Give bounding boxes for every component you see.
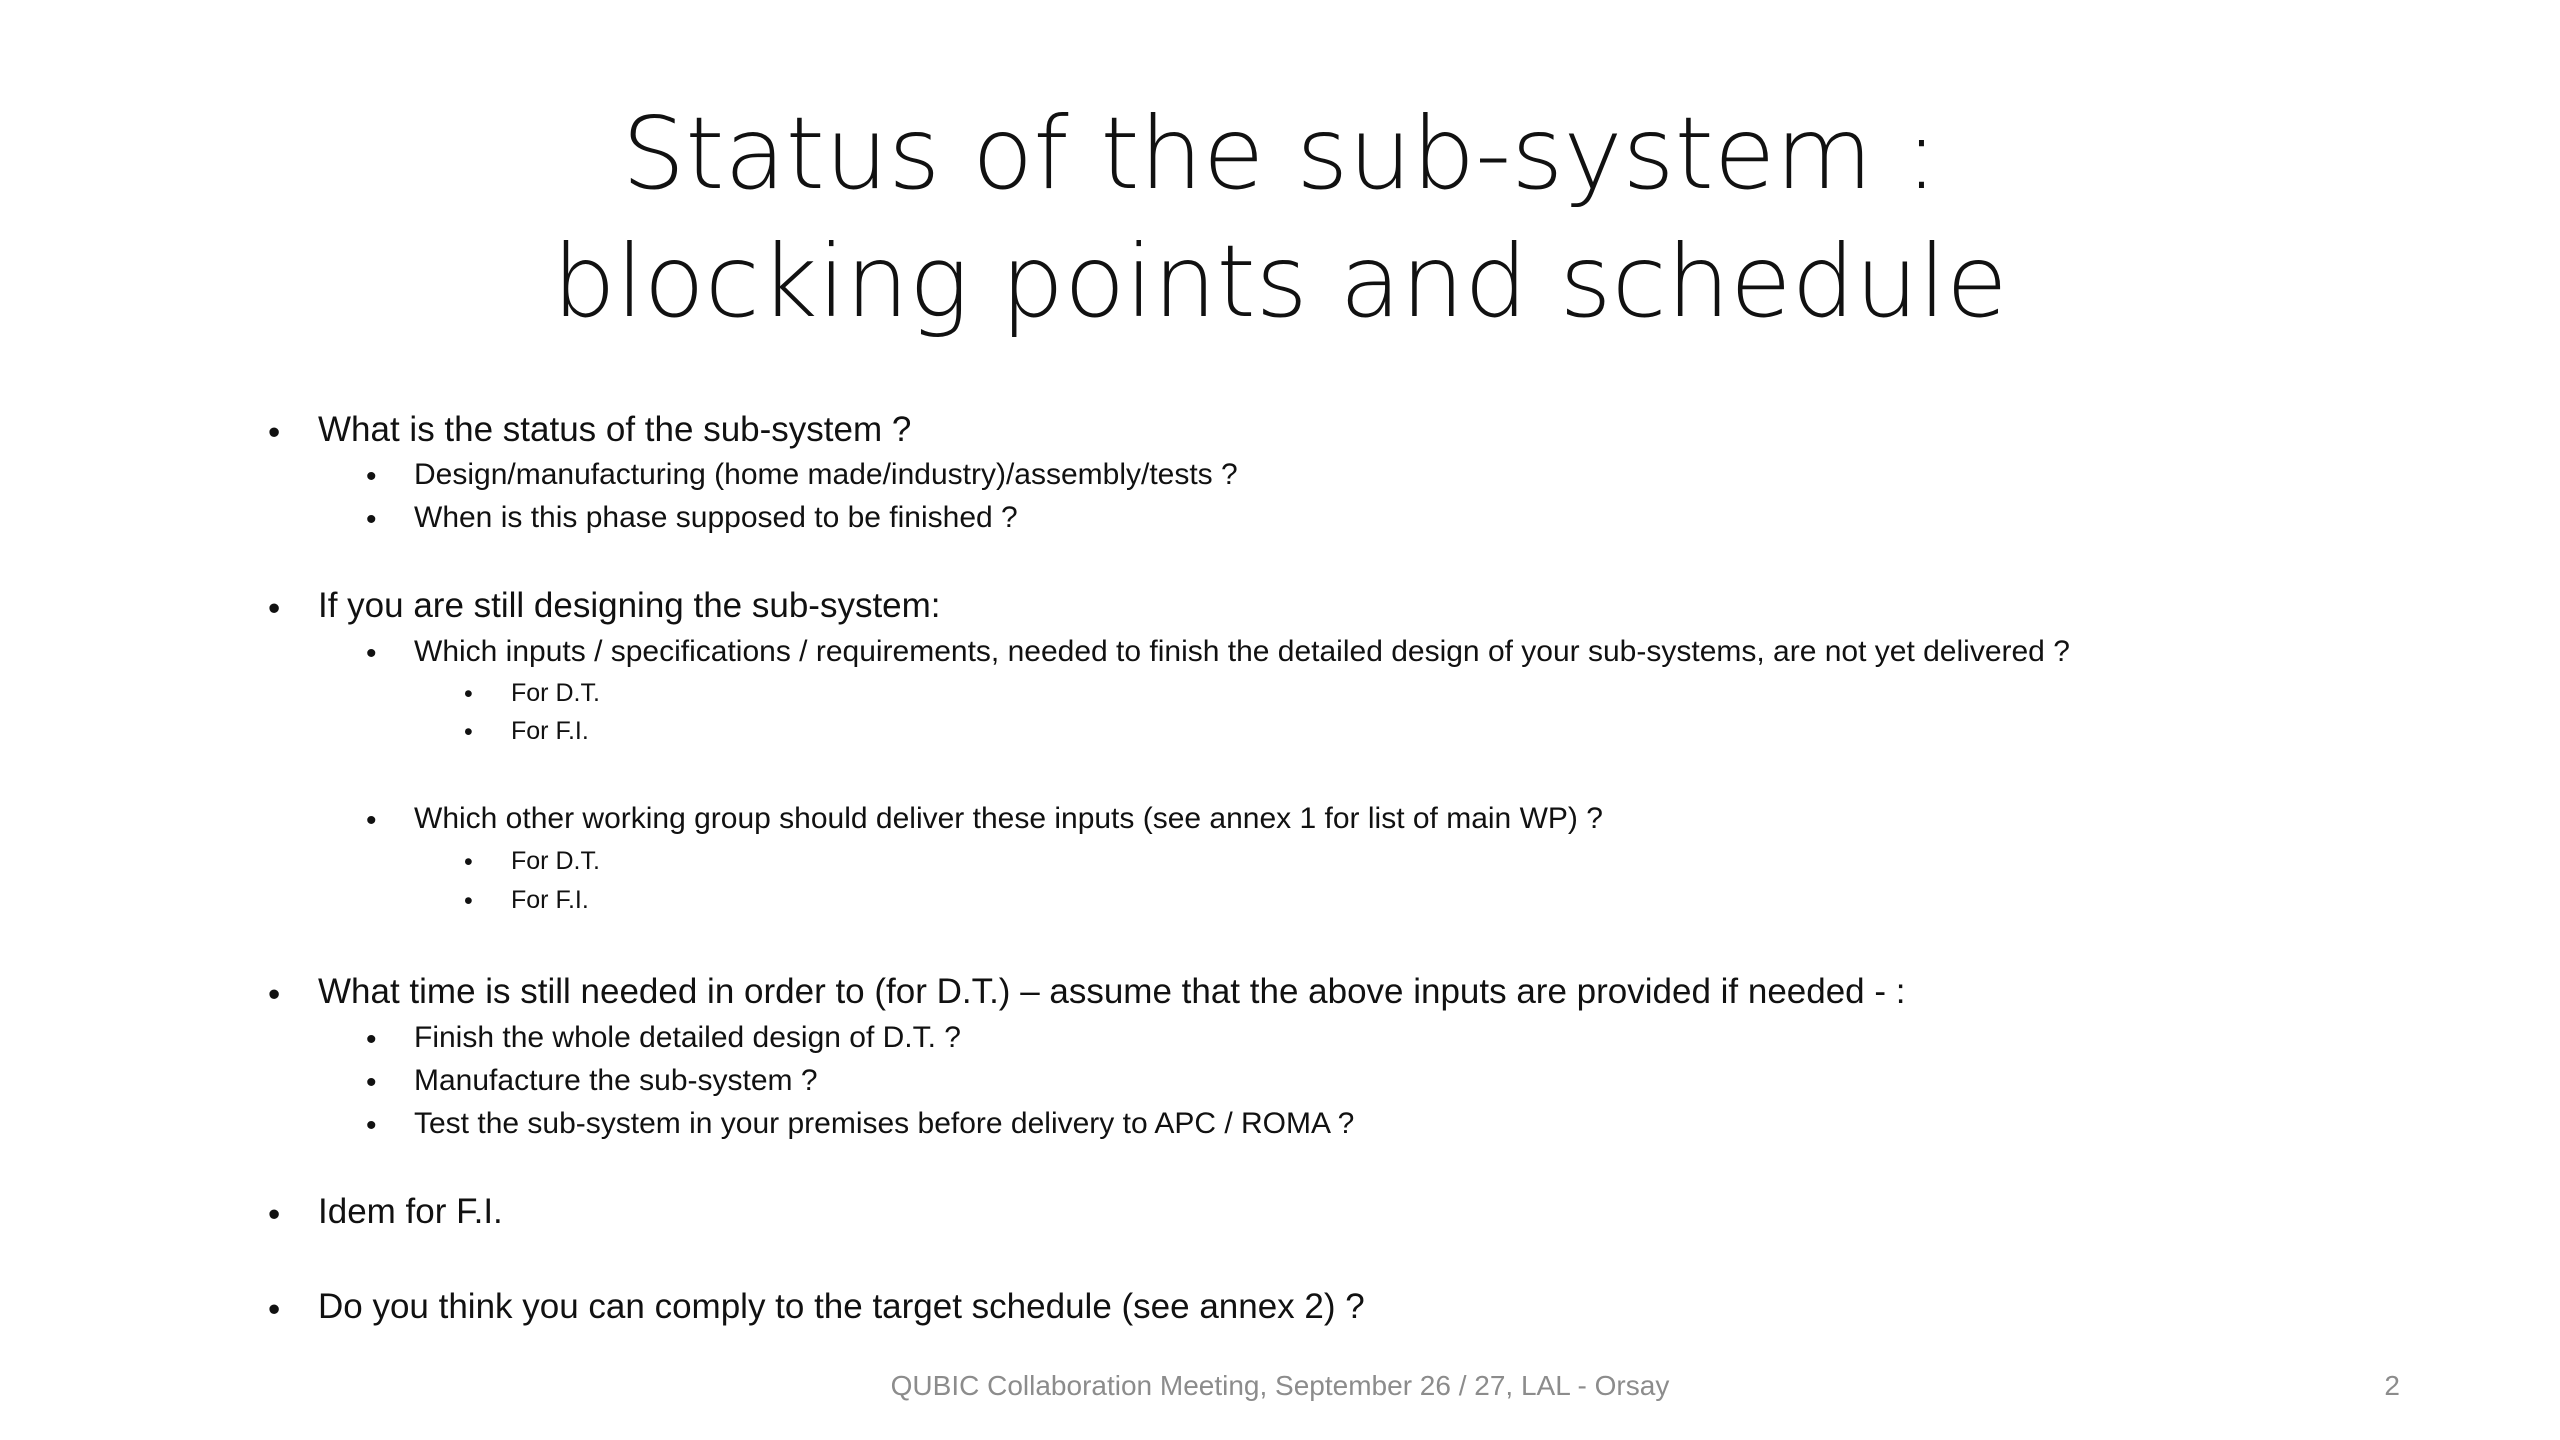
bullet-icon: • bbox=[464, 848, 473, 876]
bullet-icon: • bbox=[268, 1290, 281, 1329]
bullet-item-level2: Finish the whole detailed design of D.T. ? bbox=[414, 1021, 961, 1054]
bullet-item-level2: Test the sub-system in your premises before delivery to APC / ROMA ? bbox=[414, 1107, 1355, 1140]
bullet-icon: • bbox=[268, 589, 281, 628]
bullet-icon: • bbox=[464, 680, 473, 708]
bullet-icon: • bbox=[464, 887, 473, 915]
bullet-item-level1: What time is still needed in order to (for D.T.) – assume that the above inputs are provided if needed - : bbox=[318, 972, 1906, 1011]
bullet-item-level1: Idem for F.I. bbox=[318, 1192, 503, 1231]
page-number: 2 bbox=[2384, 1370, 2400, 1401]
bullet-item-level2: Which other working group should deliver these inputs (see annex 1 for list of main WP) ? bbox=[414, 802, 1603, 835]
bullet-item-level2: Design/manufacturing (home made/industry)/assembly/tests ? bbox=[414, 458, 1238, 491]
slide-title-line-2: blocking points and schedule bbox=[552, 223, 2008, 340]
bullet-icon: • bbox=[366, 1066, 377, 1099]
bullet-item-level3: For F.I. bbox=[511, 717, 589, 745]
bullet-item-level2: Manufacture the sub-system ? bbox=[414, 1064, 818, 1097]
bullet-icon: • bbox=[366, 804, 377, 837]
bullet-icon: • bbox=[366, 1109, 377, 1142]
bullet-icon: • bbox=[464, 718, 473, 746]
bullet-icon: • bbox=[366, 503, 377, 536]
bullet-item-level3: For D.T. bbox=[511, 679, 600, 707]
bullet-icon: • bbox=[366, 637, 377, 670]
slide-title-line-1: Status of the sub-system : bbox=[621, 95, 1939, 212]
slide-footer: QUBIC Collaboration Meeting, September 26 / 27, LAL - Orsay bbox=[890, 1370, 1670, 1401]
bullet-item-level3: For D.T. bbox=[511, 847, 600, 875]
bullet-icon: • bbox=[366, 1023, 377, 1056]
bullet-icon: • bbox=[268, 1195, 281, 1234]
bullet-icon: • bbox=[366, 460, 377, 493]
bullet-item-level2: Which inputs / specifications / requirements, needed to finish the detailed design of your sub-systems, are not yet delivered ? bbox=[414, 635, 2070, 668]
bullet-item-level1: If you are still designing the sub-system: bbox=[318, 586, 941, 625]
bullet-item-level1: What is the status of the sub-system ? bbox=[318, 410, 912, 449]
bullet-icon: • bbox=[268, 413, 281, 452]
bullet-icon: • bbox=[268, 975, 281, 1014]
bullet-item-level3: For F.I. bbox=[511, 886, 589, 914]
bullet-item-level1: Do you think you can comply to the target schedule (see annex 2) ? bbox=[318, 1287, 1365, 1326]
bullet-item-level2: When is this phase supposed to be finished ? bbox=[414, 501, 1018, 534]
